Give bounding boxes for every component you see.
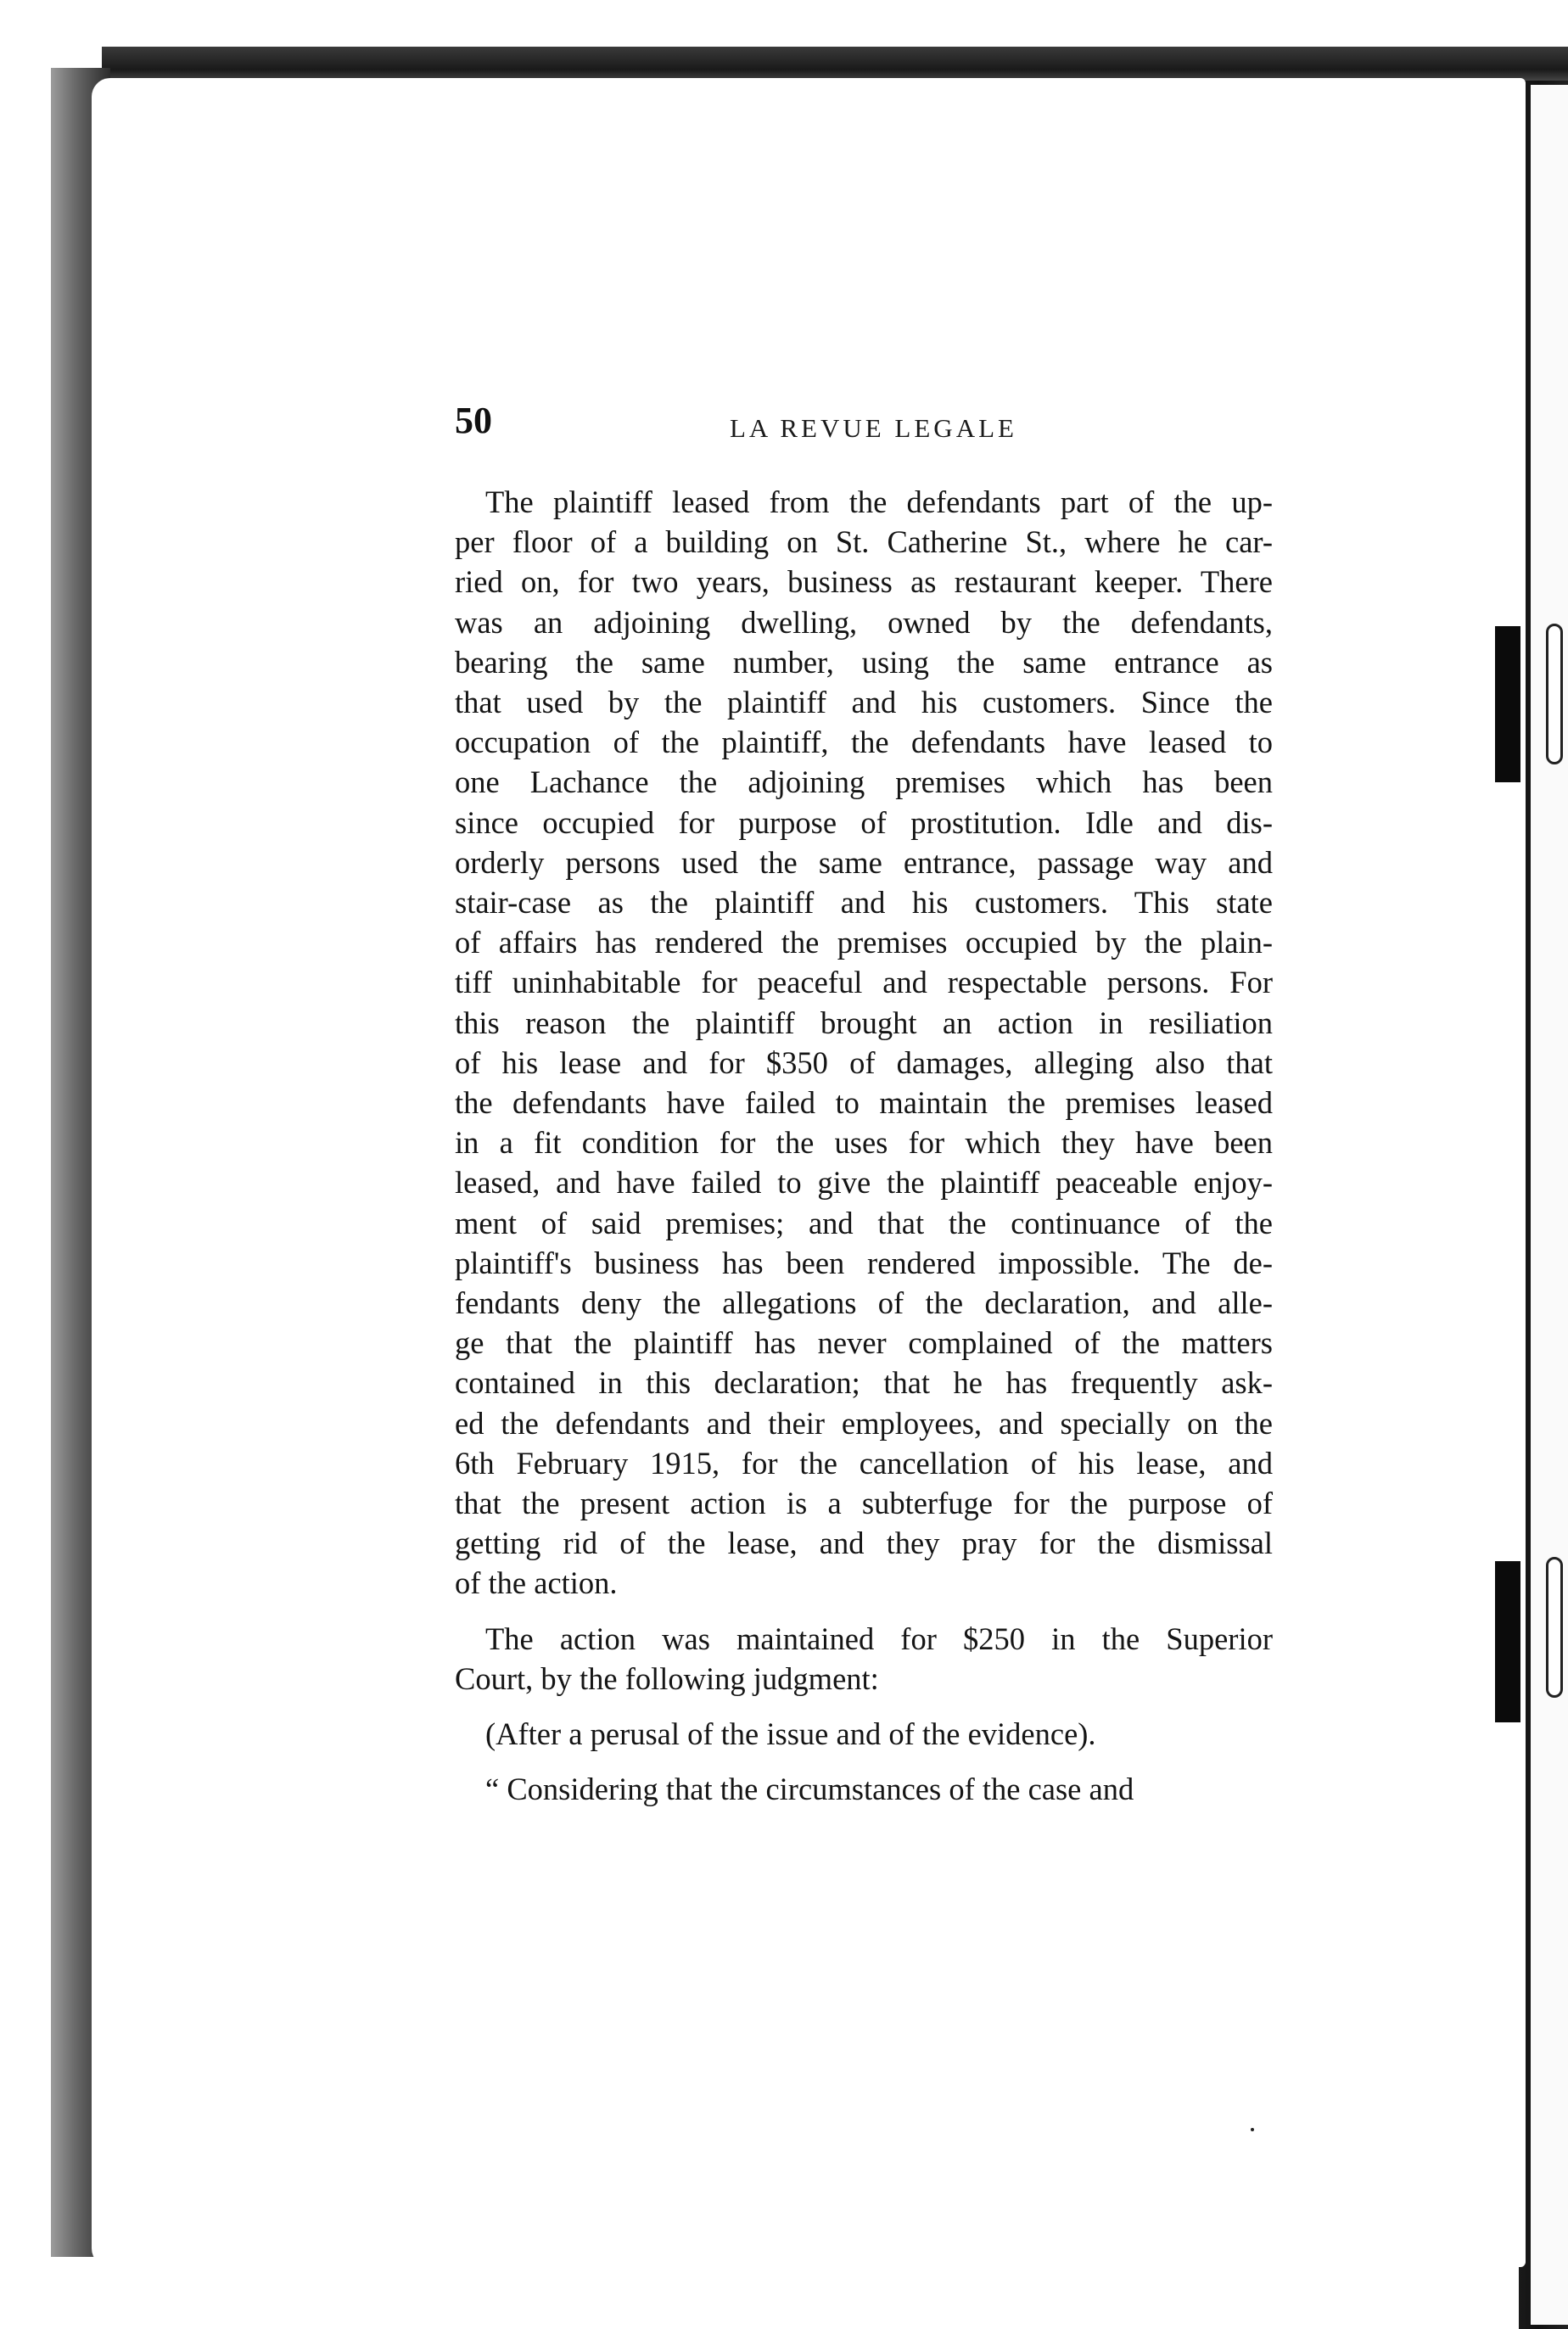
text-line: ge that the plaintiff has never complained of the matters xyxy=(455,1325,1273,1361)
paragraph xyxy=(455,1714,1273,1754)
paragraph xyxy=(455,482,1273,1604)
text-line: contained in this declaration; that he has frequently ask- xyxy=(455,1365,1273,1401)
text-line: 6th February 1915, for the cancellation of his lease, and xyxy=(455,1445,1273,1481)
text-line: that the present action is a subterfuge for the purpose of xyxy=(455,1486,1273,1521)
text-line: since occupied for purpose of prostitution. Idle and dis- xyxy=(455,804,1273,840)
page-number: 50 xyxy=(455,400,492,441)
text-line: leased, and have failed to give the plaintiff peaceable enjoy- xyxy=(455,1165,1273,1201)
paragraph-gap xyxy=(455,1754,1273,1769)
paragraph xyxy=(455,1619,1273,1699)
scan-speck xyxy=(1251,2128,1254,2131)
text-line: The action was maintained for $250 in the Superior xyxy=(485,1621,1273,1656)
binder-ring-bottom xyxy=(1546,1557,1563,1698)
body-text xyxy=(455,482,1273,1810)
text-line: the defendants have failed to maintain the premises leased xyxy=(455,1085,1273,1121)
text-line: in a fit condition for the uses for which they have been xyxy=(455,1125,1273,1161)
text-line: plaintiff's business has been rendered impossible. The de- xyxy=(455,1245,1273,1280)
text-line: ried on, for two years, business as restaurant keeper. There xyxy=(455,564,1273,600)
text-line: of his lease and for $350 of damages, alleging also that xyxy=(455,1044,1273,1080)
text-line: (After a perusal of the issue and of the evidence). xyxy=(485,1716,1096,1752)
text-line: Court, by the following judgment: xyxy=(455,1660,879,1696)
text-line: of affairs has rendered the premises occupied by the plain- xyxy=(455,925,1273,960)
text-line: ment of said premises; and that the continuance of the xyxy=(455,1205,1273,1240)
text-line: getting rid of the lease, and they pray for the dismissal xyxy=(455,1526,1273,1561)
text-line: The plaintiff leased from the defendants part of the up- xyxy=(485,484,1273,519)
text-line: per floor of a building on St. Catherine St., where he car- xyxy=(455,524,1273,560)
binder-ring-top xyxy=(1546,624,1563,764)
text-line: ed the defendants and their employees, and specially on the xyxy=(455,1405,1273,1441)
facing-page-edge xyxy=(1531,85,1568,2325)
text-line: bearing the same number, using the same entrance as xyxy=(455,644,1273,680)
text-line: stair-case as the plaintiff and his customers. This state xyxy=(455,885,1273,921)
text-line: was an adjoining dwelling, owned by the defendants, xyxy=(455,604,1273,640)
text-line: tiff uninhabitable for peaceful and respectable persons. For xyxy=(455,965,1273,1000)
paragraph xyxy=(455,1769,1273,1809)
text-line: fendants deny the allegations of the declaration, and alle- xyxy=(455,1285,1273,1321)
binder-clip-top xyxy=(1495,626,1520,782)
text-line: occupation of the plaintiff, the defendants have leased to xyxy=(455,725,1273,760)
running-title: LA REVUE LEGALE xyxy=(730,413,1017,443)
paragraph-gap xyxy=(455,1699,1273,1714)
text-line: “ Considering that the circumstances of the case and xyxy=(485,1772,1134,1807)
text-line: orderly persons used the same entrance, passage way and xyxy=(455,844,1273,880)
paragraph-gap xyxy=(455,1604,1273,1619)
text-line: this reason the plaintiff brought an action in resiliation xyxy=(455,1005,1273,1040)
text-line: that used by the plaintiff and his customers. Since the xyxy=(455,685,1273,720)
text-line: of the action. xyxy=(455,1565,618,1601)
text-line: one Lachance the adjoining premises which has been xyxy=(455,764,1273,800)
binder-clip-bottom xyxy=(1495,1561,1520,1722)
